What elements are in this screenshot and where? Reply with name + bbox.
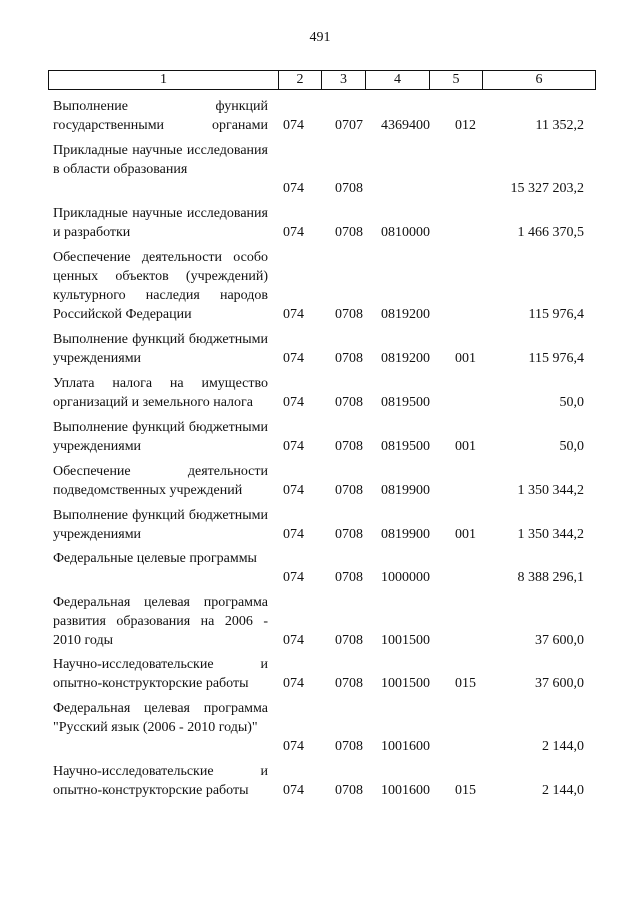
table-row <box>0 141 640 198</box>
cell-col5: 001 <box>455 439 476 454</box>
cell-col4: 1001500 <box>381 633 430 648</box>
cell-col6: 115 976,4 <box>528 351 584 366</box>
table-row <box>0 97 640 135</box>
cell-col4: 0819500 <box>381 439 430 454</box>
row-name: Выполнение функций бюджетными учреждениями <box>53 420 268 454</box>
cell-col5: 015 <box>455 676 476 691</box>
cell-col6: 37 600,0 <box>535 633 584 648</box>
cell-col4: 1001600 <box>381 739 430 754</box>
cell-col4: 1001600 <box>381 783 430 798</box>
column-header-2: 2 <box>278 71 321 89</box>
cell-col6: 15 327 203,2 <box>510 181 584 196</box>
cell-col2: 074 <box>283 527 304 542</box>
table-row <box>0 762 640 800</box>
cell-col6: 11 352,2 <box>535 118 584 133</box>
cell-col3: 0708 <box>335 307 363 322</box>
cell-col4: 4369400 <box>381 118 430 133</box>
cell-col3: 0708 <box>335 570 363 585</box>
cell-col6: 50,0 <box>559 439 584 454</box>
cell-col2: 074 <box>283 633 304 648</box>
row-name: Обеспечение деятельности подведомственных учреждений <box>53 464 268 498</box>
cell-col3: 0707 <box>335 118 363 133</box>
table-row <box>0 506 640 544</box>
cell-col6: 115 976,4 <box>528 307 584 322</box>
row-name: Прикладные научные исследования и разработки <box>53 206 268 240</box>
cell-col3: 0708 <box>335 739 363 754</box>
row-name: Выполнение функций бюджетными учреждениями <box>53 332 268 366</box>
cell-col6: 50,0 <box>559 395 584 410</box>
cell-col2: 074 <box>283 676 304 691</box>
cell-col2: 074 <box>283 739 304 754</box>
page-number: 491 <box>309 30 331 45</box>
column-header-5: 5 <box>429 71 482 89</box>
cell-col5: 015 <box>455 783 476 798</box>
cell-col4: 0819900 <box>381 483 430 498</box>
table-row <box>0 330 640 368</box>
cell-col6: 2 144,0 <box>542 739 584 754</box>
cell-col5: 001 <box>455 527 476 542</box>
row-name: Прикладные научные исследования в области образования <box>53 143 268 177</box>
column-header-6: 6 <box>482 71 595 89</box>
cell-col6: 37 600,0 <box>535 676 584 691</box>
row-name: Научно-исследовательские и опытно-конструкторские работы <box>53 657 268 691</box>
cell-col3: 0708 <box>335 527 363 542</box>
cell-col4: 0810000 <box>381 225 430 240</box>
column-header-3: 3 <box>321 71 365 89</box>
table-row <box>0 248 640 324</box>
table-row <box>0 462 640 500</box>
table-row <box>0 655 640 693</box>
column-header-1: 1 <box>160 72 167 87</box>
table-row <box>0 549 640 587</box>
cell-col2: 074 <box>283 483 304 498</box>
cell-col3: 0708 <box>335 181 363 196</box>
cell-col2: 074 <box>283 351 304 366</box>
cell-col6: 1 466 370,5 <box>517 225 584 240</box>
cell-col6: 1 350 344,2 <box>517 483 584 498</box>
cell-col2: 074 <box>283 118 304 133</box>
row-name: Федеральные целевые программы <box>53 551 257 566</box>
cell-col2: 074 <box>283 225 304 240</box>
cell-col4: 0819500 <box>381 395 430 410</box>
cell-col4: 0819200 <box>381 351 430 366</box>
row-name: Выполнение функций государственными органами <box>53 99 268 133</box>
cell-col4: 1000000 <box>381 570 430 585</box>
cell-col2: 074 <box>283 395 304 410</box>
table-row <box>0 374 640 412</box>
cell-col3: 0708 <box>335 676 363 691</box>
row-name: Уплата налога на имущество организаций и земельного налога <box>53 376 268 410</box>
cell-col2: 074 <box>283 181 304 196</box>
row-name: Федеральная целевая программа "Русский язык (2006 - 2010 годы)" <box>53 701 268 735</box>
row-name: Обеспечение деятельности особо ценных объектов (учреждений) культурного наследия народов Российской Федерации <box>53 250 268 322</box>
cell-col4: 1001500 <box>381 676 430 691</box>
cell-col3: 0708 <box>335 783 363 798</box>
cell-col3: 0708 <box>335 633 363 648</box>
table-row <box>0 699 640 756</box>
table-row <box>0 418 640 456</box>
row-name: Выполнение функций бюджетными учреждениями <box>53 508 268 542</box>
cell-col3: 0708 <box>335 439 363 454</box>
cell-col2: 074 <box>283 307 304 322</box>
cell-col2: 074 <box>283 439 304 454</box>
column-header-4: 4 <box>365 71 429 89</box>
cell-col3: 0708 <box>335 225 363 240</box>
cell-col4: 0819900 <box>381 527 430 542</box>
table-row <box>0 204 640 242</box>
cell-col4: 0819200 <box>381 307 430 322</box>
cell-col3: 0708 <box>335 395 363 410</box>
row-name: Федеральная целевая программа развития образования на 2006 - 2010 годы <box>53 595 268 648</box>
cell-col3: 0708 <box>335 483 363 498</box>
table-row <box>0 593 640 650</box>
cell-col6: 8 388 296,1 <box>517 570 584 585</box>
cell-col2: 074 <box>283 783 304 798</box>
cell-col5: 012 <box>455 118 476 133</box>
row-name: Научно-исследовательские и опытно-конструкторские работы <box>53 764 268 798</box>
cell-col6: 1 350 344,2 <box>517 527 584 542</box>
cell-col3: 0708 <box>335 351 363 366</box>
cell-col2: 074 <box>283 570 304 585</box>
cell-col5: 001 <box>455 351 476 366</box>
cell-col6: 2 144,0 <box>542 783 584 798</box>
